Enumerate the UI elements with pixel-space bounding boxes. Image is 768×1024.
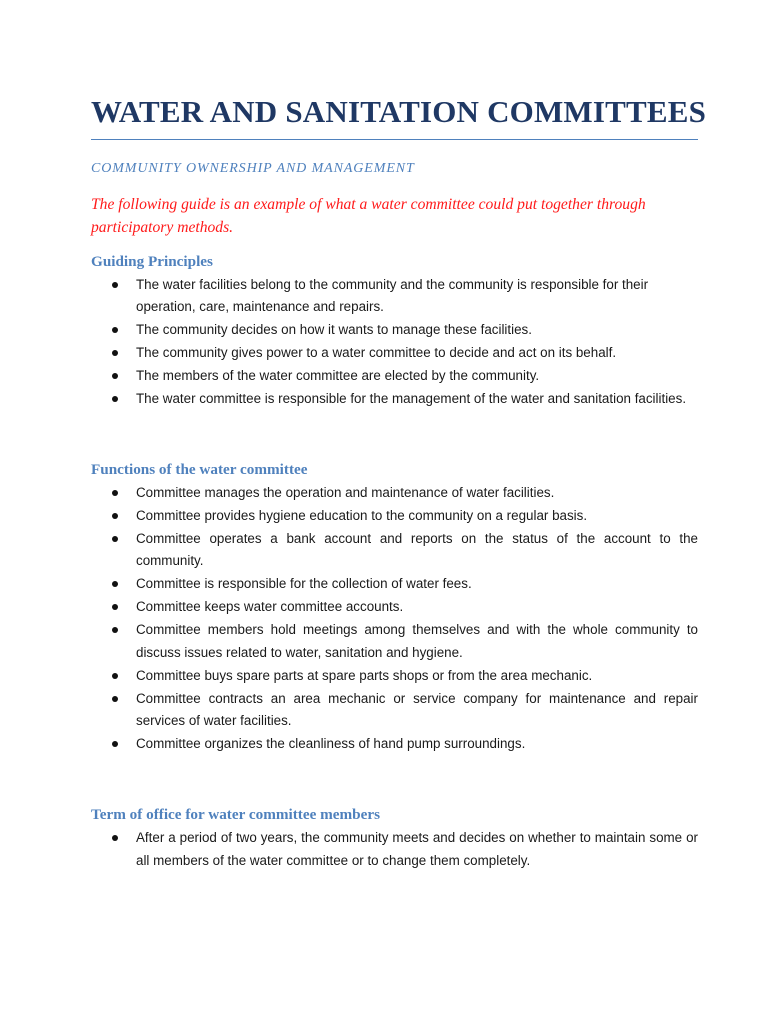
document-title: WATER AND SANITATION COMMITTEES — [91, 92, 698, 140]
bullet-icon — [112, 696, 118, 702]
intro-paragraph: The following guide is an example of what a water committee could put together through participatory methods. — [91, 196, 646, 236]
document-subtitle: COMMUNITY OWNERSHIP AND MANAGEMENT — [91, 161, 415, 176]
bullet-icon — [112, 350, 118, 356]
document-page — [91, 92, 707, 873]
list-item — [91, 528, 698, 573]
list-item-text: Committee is responsible for the collection of water fees. — [136, 576, 472, 592]
list-item — [91, 665, 698, 687]
list-item-text: The community decides on how it wants to manage these facilities. — [136, 322, 532, 338]
list-item-text: After a period of two years, the community meets and decides on whether to maintain some or all members of the water committee or to change them completely. — [136, 830, 698, 868]
list-item-text: Committee keeps water committee accounts. — [136, 599, 404, 615]
list-item-text: The community gives power to a water committee to decide and act on its behalf. — [136, 345, 617, 361]
list-item — [91, 688, 698, 733]
list-item — [91, 733, 698, 755]
bullet-icon — [112, 604, 118, 610]
list-item — [91, 596, 698, 618]
bullet-icon — [112, 741, 118, 747]
bullet-icon — [112, 327, 118, 333]
bullet-icon — [112, 373, 118, 379]
bullet-icon — [112, 673, 118, 679]
list-item — [91, 482, 698, 504]
list-item — [91, 505, 698, 527]
list-item-text: Committee organizes the cleanliness of hand pump surroundings. — [136, 736, 526, 752]
bullet-icon — [112, 581, 118, 587]
list-item — [91, 365, 698, 387]
list-item-text: Committee members hold meetings among themselves and with the whole community to discuss issues related to water, sanitation and hygiene. — [136, 622, 698, 660]
bullet-icon — [112, 490, 118, 496]
list-item — [91, 573, 698, 595]
functions-list — [91, 482, 698, 756]
bullet-icon — [112, 282, 118, 288]
list-item — [91, 388, 698, 410]
bullet-icon — [112, 513, 118, 519]
list-item-text: Committee operates a bank account and reports on the status of the account to the community. — [136, 530, 698, 569]
term-of-office-list — [91, 827, 698, 872]
list-item-text: Committee provides hygiene education to the community on a regular basis. — [136, 507, 588, 523]
list-item-text: Committee buys spare parts at spare parts shops or from the area mechanic. — [136, 667, 593, 683]
bullet-icon — [112, 835, 118, 841]
bullet-icon — [112, 536, 118, 542]
functions-heading: Functions of the water committee — [91, 460, 308, 478]
bullet-icon — [112, 396, 118, 402]
guiding-principles-list — [91, 274, 698, 411]
list-item-text: The water committee is responsible for the management of the water and sanitation facilities. — [136, 391, 687, 407]
list-item — [91, 827, 698, 872]
list-item-text: Committee contracts an area mechanic or service company for maintenance and repair services of water facilities. — [136, 690, 698, 729]
list-item — [91, 274, 698, 319]
list-item-text: The water facilities belong to the community and the community is responsible for their operation, care, maintenance and repairs. — [136, 277, 649, 315]
bullet-icon — [112, 627, 118, 633]
guiding-principles-heading: Guiding Principles — [91, 253, 213, 270]
list-item — [91, 319, 698, 341]
list-item-text: The members of the water committee are elected by the community. — [136, 368, 540, 384]
list-item — [91, 619, 698, 664]
list-item-text: Committee manages the operation and maintenance of water facilities. — [136, 484, 555, 500]
list-item — [91, 342, 698, 364]
term-of-office-heading: Term of office for water committee members — [91, 806, 380, 824]
